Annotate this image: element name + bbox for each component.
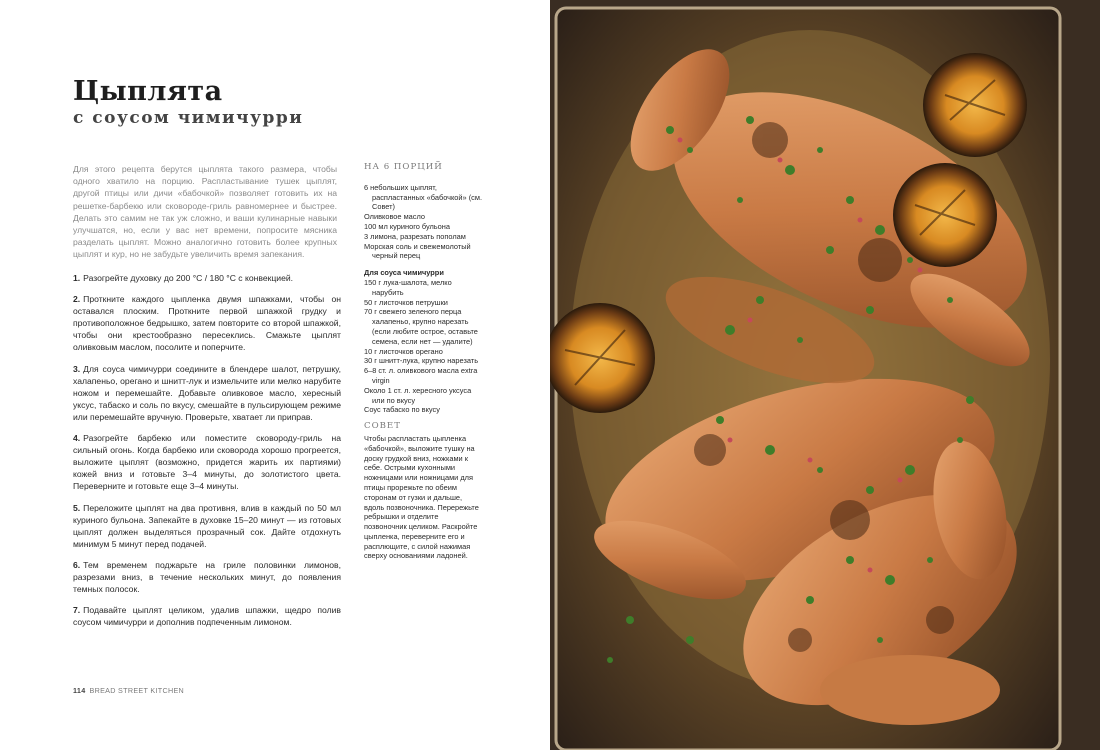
method-step (73, 293, 341, 353)
method-step (73, 272, 341, 284)
tip-heading: СОВЕТ (364, 421, 401, 432)
step-text: Подавайте цыплят целиком, удалив шпажки, щедро полив соусом чимичурри и дополнив подпеченным лимоном. (73, 605, 341, 628)
method-step (73, 559, 341, 595)
book-title: BREAD STREET KITCHEN (89, 686, 185, 695)
sauce-ingredient-item: 150 г лука-шалота, мелко нарубить (364, 277, 452, 297)
page-number: 114 (73, 686, 86, 695)
step-text: Тем временем поджарьте на гриле половинки лимонов, разрезами вниз, в течение нескольких минут, до появления темных полосок. (73, 559, 341, 595)
dish-photo (550, 0, 1100, 750)
ingredients-list (364, 183, 482, 261)
step-number: 4. (73, 433, 81, 444)
ingredient-item: 3 лимона, разрезать пополам (364, 231, 466, 241)
sauce-ingredient-item: 70 г свежего зеленого перца халапеньо, крупно нарезать (если любите острое, оставьте семена, если нет — удалите) (364, 307, 478, 346)
method-step (73, 363, 341, 423)
sauce-ingredient-item: Соус табаско по вкусу (364, 405, 440, 415)
page-footer (73, 686, 184, 695)
ingredients-column (364, 163, 482, 561)
step-number: 6. (73, 559, 81, 570)
sauce-ingredient-item: 50 г листочков петрушки (364, 297, 448, 307)
method-step (73, 604, 341, 628)
recipe-intro: Для этого рецепта берутся цыплята такого размера, чтобы одного хватило на порцию. Распластывание тушек цыплят, другой птицы или дичи «бабочкой» позволяет готовить их на решетке-барбекю или сковороде-гриль равномернее и быстрее. Делать это самим не так уж сложно, и ваши кулинарные навыки улучшатся, но, если у вас нет времени, попросите мясника разделать цыплят. Можно аналогично готовить более крупных цыплят и кур, но не забудьте увеличить время запекания. (73, 164, 337, 260)
ingredient-item: 6 небольших цыплят, распластанных «бабочкой» (см. Совет) (364, 182, 482, 212)
recipe-title: Цыплята (73, 76, 223, 107)
step-text: Проткните каждого цыпленка двумя шпажками, чтобы он оставался плоским. Проткните первой шпажкой грудку и противоположное бедрышко, затем повторите со второй шпажкой, чтобы они крестообразно пересеклись. Смажьте цыплят оливковым маслом, посолите и поперчите. (73, 294, 341, 353)
method-steps (73, 272, 341, 637)
step-text: Переложите цыплят на два противня, влив в каждый по 50 мл куриного бульона. Запекайте в духовке 15–20 минут — из готовых цыплят должен выделяться прозрачный сок. Дайте отдохнуть минимум 5 минут перед подачей. (73, 502, 341, 549)
servings-heading: НА 6 ПОРЦИЙ (364, 162, 443, 172)
step-number: 7. (73, 605, 81, 616)
step-number: 1. (73, 273, 81, 283)
ingredient-item: 100 мл куриного бульона (364, 221, 450, 231)
recipe-subtitle: с соусом чимичурри (73, 108, 304, 128)
sauce-heading: Для соуса чимичурри (364, 268, 444, 278)
method-step (73, 502, 341, 550)
method-step (73, 432, 341, 492)
step-number: 3. (73, 363, 81, 374)
sauce-ingredient-item: 6–8 ст. л. оливкового масла extra virgin (364, 366, 478, 385)
sauce-ingredient-item: Около 1 ст. л. хересного уксуса или по вкусу (364, 385, 472, 405)
roast-chicken-photo (550, 0, 1100, 750)
sauce-ingredients-list (364, 278, 482, 415)
tip-text: Чтобы распластать цыпленка «бабочкой», выложите тушку на доску грудкой вниз, ножками к себе. Острыми кухонными ножницами или ножницами для птицы прорежьте по обеим сторонам от гузки и дальше, вдоль позвоночника. Перережьте ребрышки и отделите позвоночник целиком. Раскройте цыпленка, переверните его и расплющите, с силой нажимая сверху основаниями ладоней. (364, 433, 479, 561)
step-number: 5. (73, 502, 81, 513)
ingredient-item: Морская соль и свежемолотый черный перец (364, 241, 471, 261)
step-text: Разогрейте барбекю или поместите сковороду-гриль на сильный огонь. Когда барбекю или сковорода хорошо прогреется, выложите цыплят (возможно, придется жарить их партиями) кожей вниз и готовьте 3–4 минуты, до золотистого цвета. Переверните и готовьте еще 3–4 минуты. (73, 433, 341, 492)
sauce-ingredient-item: 10 г листочков орегано (364, 346, 443, 356)
sauce-ingredient-item: 30 г шнитт-лука, крупно нарезать (364, 356, 479, 366)
step-text: Для соуса чимичурри соедините в блендере шалот, петрушку, халапеньо, орегано и шнитт-лук и измельчите или мелко нарубите ножом и перемешайте. Добавьте оливковое масло, хересный уксус, табаско и соль по вкусу, смешайте в пульсирующем режиме или перемешайте вручную. Проверьте, хватает ли приправ. (73, 363, 341, 422)
step-number: 2. (73, 294, 81, 305)
ingredient-item: Оливковое масло (364, 212, 425, 222)
step-text: Разогрейте духовку до 200 °С / 180 °С с конвекцией. (83, 273, 294, 283)
